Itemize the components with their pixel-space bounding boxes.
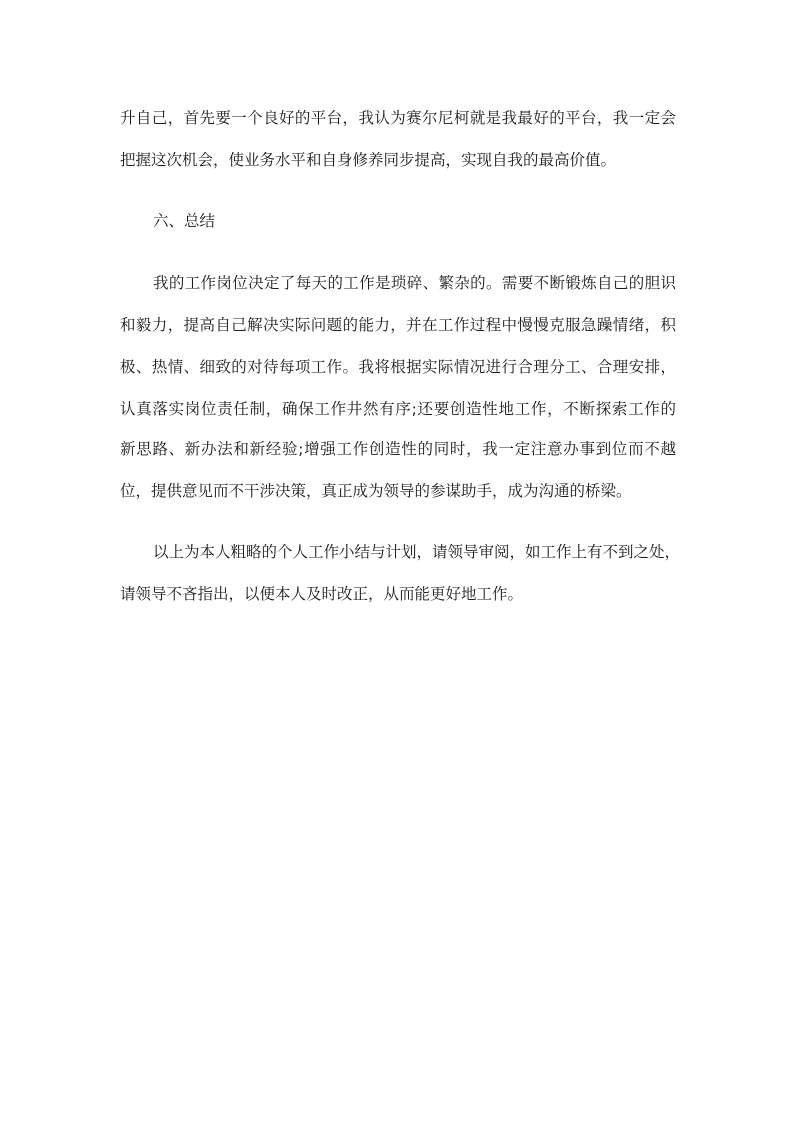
paragraph-line: 位，提供意见而不干涉决策，真正成为领导的参谋助手，成为沟通的桥梁。 xyxy=(120,482,632,500)
paragraph-line: 和毅力，提高自己解决实际问题的能力，并在工作过程中慢慢克服急躁情绪，积 xyxy=(120,316,676,334)
paragraph-line: 极、热情、细致的对待每项工作。我将根据实际情况进行合理分工、合理安排， xyxy=(120,358,676,376)
paragraph-line: 认真落实岗位责任制，确保工作井然有序;还要创造性地工作，不断探索工作的 xyxy=(120,400,676,418)
section-heading: 六、总结 xyxy=(153,212,216,230)
paragraph-line: 新思路、新办法和新经验;增强工作创造性的同时，我一定注意办事到位而不越 xyxy=(120,440,676,458)
paragraph-line: 把握这次机会，使业务水平和自身修养同步提高，实现自我的最高价值。 xyxy=(120,151,617,169)
paragraph-line: 请领导不吝指出，以便本人及时改正，从而能更好地工作。 xyxy=(120,585,524,603)
paragraph-line: 以上为本人粗略的个人工作小结与计划，请领导审阅，如工作上有不到之处， xyxy=(153,543,681,561)
paragraph-line: 我的工作岗位决定了每天的工作是琐碎、繁杂的。需要不断锻炼自己的胆识 xyxy=(153,274,676,292)
paragraph-line: 升自己，首先要一个良好的平台，我认为赛尔尼柯就是我最好的平台，我一定会 xyxy=(120,109,676,127)
